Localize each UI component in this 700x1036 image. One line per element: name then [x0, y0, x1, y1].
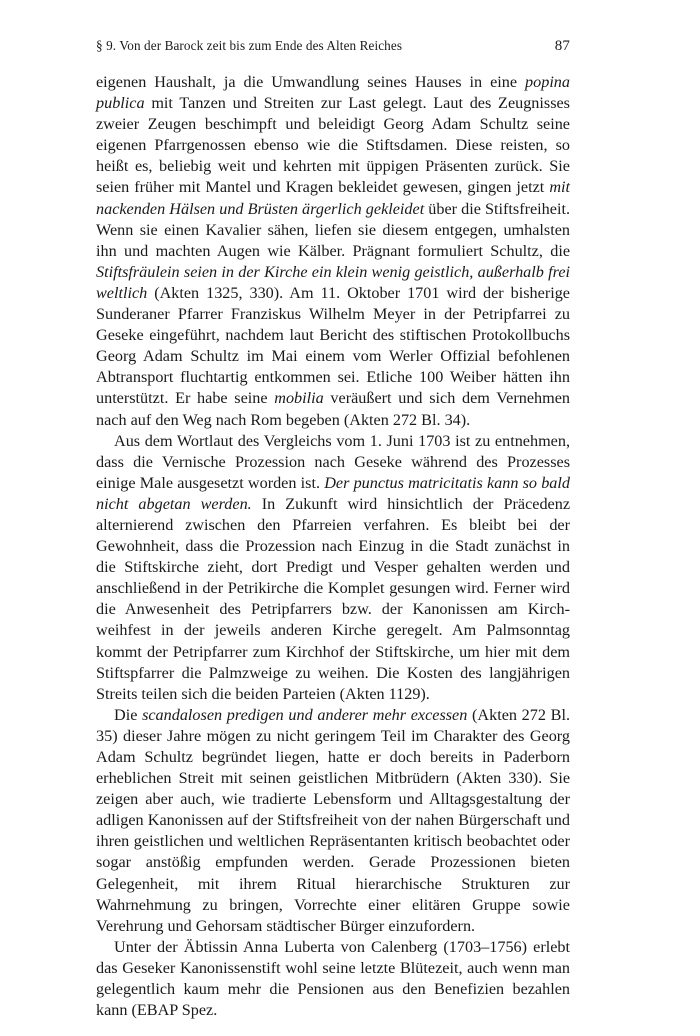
text-run: Die [114, 705, 143, 724]
italic-quote: Der punctus matricitatis kann so bald nicht abgetan werden. [96, 473, 570, 513]
paragraph [96, 72, 570, 431]
paragraph [96, 937, 570, 1021]
text-run: veräußert und sich dem Vernehmen nach auf den Weg nach Rom begeben (Akten 272 Bl. 34). [96, 389, 570, 429]
italic-quote: scandalosen predigen und anderer mehr excessen [142, 705, 468, 724]
text-run: eigenen Haushalt, ja die Umwandlung seines Hauses in eine [96, 73, 526, 91]
italic-quote: Stiftsfräulein seien in der Kirche ein klein wenig geistlich, außerhalb frei weltlich [96, 262, 570, 302]
italic-quote: mobilia [274, 389, 324, 408]
text-run: Aus dem Wortlaut des Vergleichs vom 1. Juni 1703 ist zu entnehmen, dass die Vernische Prozession nach Geseke während des Prozesses einige Male ausgesetzt worden ist. [96, 431, 570, 492]
text-run: (Akten 1325, 330). Am 11. Oktober 1701 wird der bisherige Sunderaner Pfarrer Franziskus Wilhelm Meyer in der Petripfarrei zu Geseke eingeführt, nachdem laut Bericht des stiftischen Protokollbuchs Georg Adam Schultz im Mai einem vom Werler Offizial befohlenen Abtransport fluchtartig entkommen sei. Etliche 100 Weiber hätten ihn unterstützt. Er habe seine [96, 283, 570, 408]
text-run: Unter der Äbtissin Anna Luberta von Calenberg (1703–1756) erlebt das Geseker Kanonissenstift wohl seine letzte Blütezeit, auch wenn man gelegentlich kaum mehr die Pensionen aus den Benefizien bezahlen kann (EBAP Spez. [96, 937, 570, 1020]
section-title: § 9. Von der Barock zeit bis zum Ende des Alten Reiches [96, 38, 403, 53]
text-run: über die Stiftsfreiheit. Wenn sie einen Kavalier sähen, liefen sie diesem entgegen, umhalsten ihn und machten Augen wie Kälber. Prägnant formuliert Schultz, die [96, 199, 570, 260]
text-run: (Akten 272 Bl. 35) dieser Jahre mögen zu nicht geringem Teil im Charakter des Georg Adam Schultz begründet liegen, hatte er doch bereits in Paderborn erheblichen Streit mit seinen geistlichen Mitbrüdern (Akten 330). Sie zeigen aber auch, wie tradierte Lebensform und Alltagsgestaltung der adligen Kanonissen auf der Stiftsfreiheit von der nahen Bürgerschaft und ihren geistlichen und weltlichen Repräsentanten kritisch beobachtet oder sogar anstößig empfunden werden. Gerade Prozessionen bieten Gelegenheit, mit ihrem Ritual hierarchische Strukturen zur Wahrnehmung zu bringen, Vorrechte einer elitären Gruppe sowie Verehrung und Gehorsam städtischer Bürger einzufordern. [96, 705, 570, 935]
paragraph [96, 705, 570, 937]
text-run: mit Tanzen und Streiten zur Last gelegt. Laut des Zeugnisses zweier Zeugen beschimpft und beleidigt Georg Adam Schultz seine eigenen Pfarrgenossen ebenso wie die Stiftsdamen. Diese reisten, so heißt es, beliebig weit und kehrten mit üppigen Präsenten zurück. Sie seien früher mit Mantel und Kragen bekleidet gewesen, gingen jetzt [96, 94, 570, 197]
italic-quote: mit nackenden Hälsen und Brüsten ärgerlich gekleidet [96, 178, 570, 218]
paragraph [96, 431, 570, 705]
running-header [96, 38, 570, 55]
italic-quote: popina publica [96, 73, 570, 113]
page-number: 87 [554, 38, 570, 54]
text-run: In Zukunft wird hinsichtlich der Präcedenz alternierend zwischen den Pfarreien verfahren. Es bleibt bei der Gewohnheit, dass die Prozession nach Einzug in die Stadt zunächst in die Stiftskirche zieht, dort Predigt und Vesper gehalten werden und anschließend in der Petrikirche die Komplet gesungen wird. Ferner wird die Anwesenheit des Petripfarrers bzw. der Kanonissen am Kirchweihfest in der jeweils anderen Kirche geregelt. Am Palmsonntag kommt der Petripfarrer zum Kirchhof der Stiftskirche, um hier mit dem Stiftspfarrer die Palmzweige zu weihen. Die Kosten des langjährigen Streits teilen sich die beiden Parteien (Akten 1129). [96, 494, 571, 703]
body-text [96, 72, 570, 1021]
